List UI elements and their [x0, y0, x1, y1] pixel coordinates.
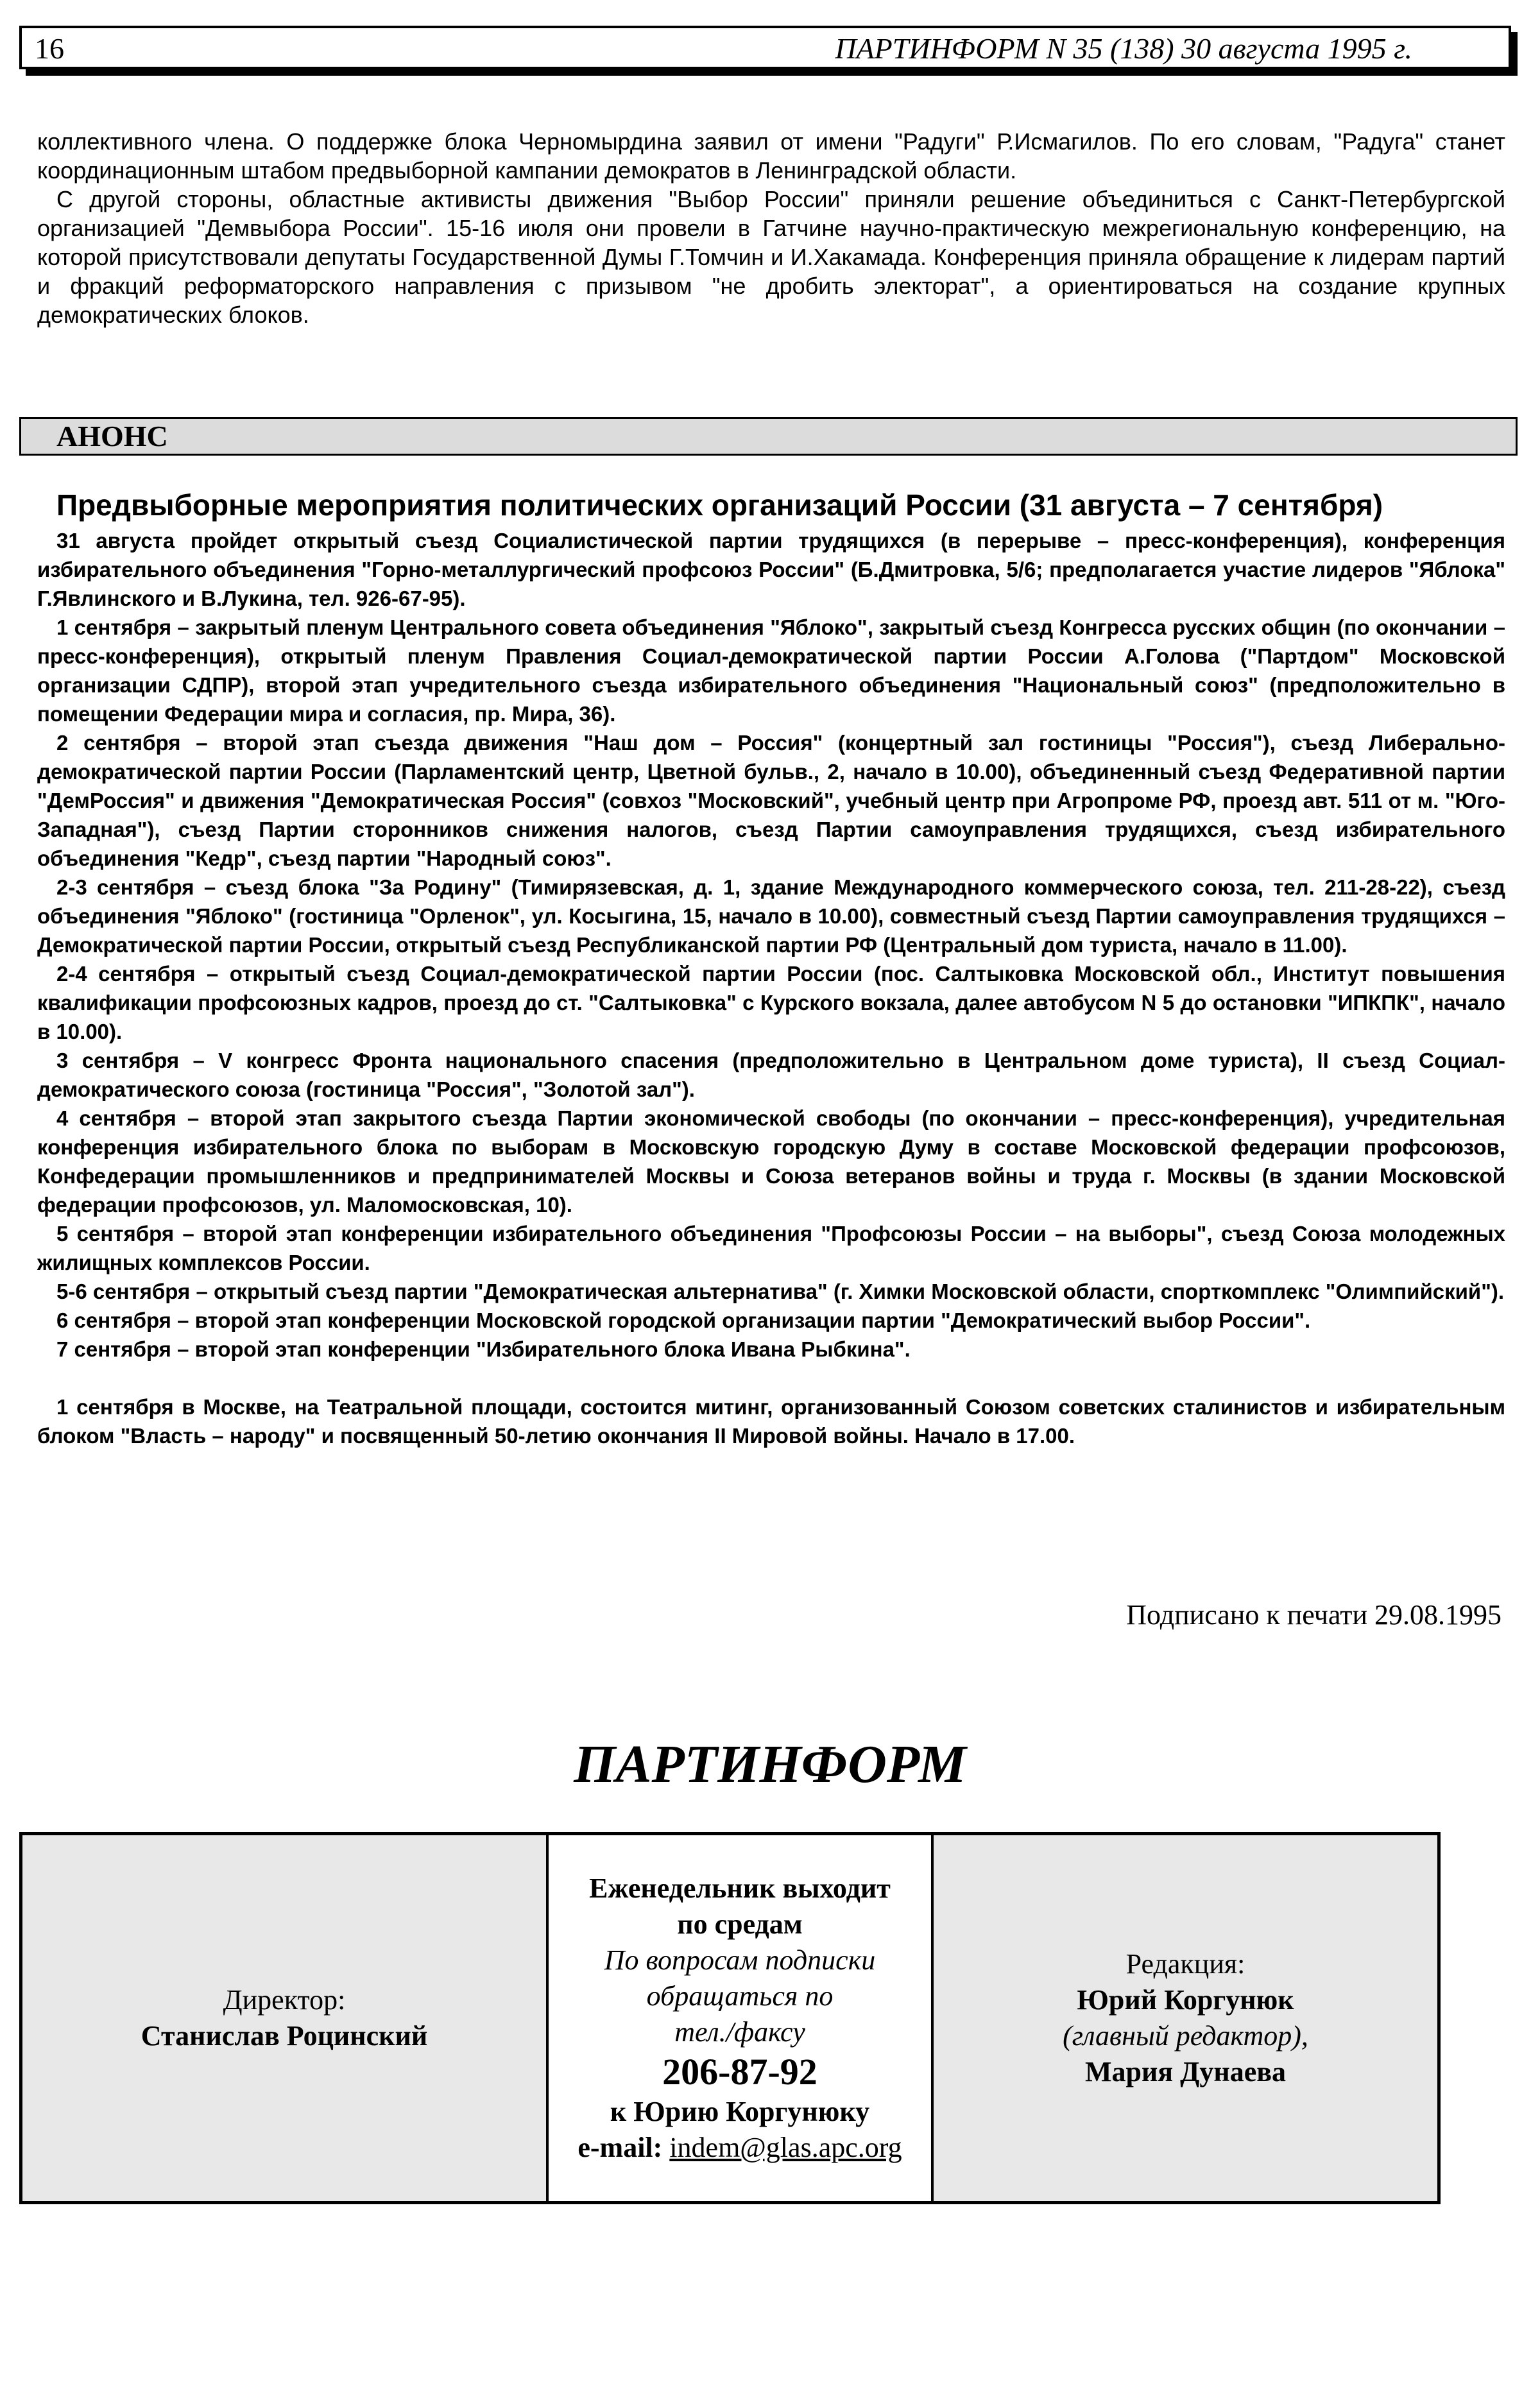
events-list	[37, 526, 1505, 1450]
imprint-box	[19, 1832, 1441, 2204]
event-item: 2-4 сентября – открытый съезд Социал-демократической партии России (пос. Салтыковка Московской обл., Институт повышения квалификации профсоюзных кадров, проезд до ст. "Салтыковка" с Курского вокзала, далее автобусом N 5 до остановки "ИПКПК", начало в 10.00).	[37, 962, 1505, 1043]
email-link[interactable]: indem@glas.apc.org	[669, 2132, 902, 2163]
weekly-line-1: Еженедельник выходит	[589, 1872, 891, 1904]
event-item: 2 сентября – второй этап съезда движения "Наш дом – Россия" (концертный зал гостиницы "Россия"), съезд Либерально-демократической партии России (Парламентский центр, Цветной бульв., 2, начало в 10.00), объединенный съезд Федеративной партии "ДемРоссия" и движения "Демократическая Россия" (совхоз "Московский", учебный центр при Агропроме РФ, проезд авт. 511 от м. "Юго-Западная"), съезд Партии сторонников снижения налогов, съезд Партии самоуправления трудящихся, съезд избирательного объединения "Кедр", съезд партии "Народный союз".	[37, 731, 1505, 870]
intro-paragraph-2: С другой стороны, областные активисты движения "Выбор России" приняли решение объединиться с Санкт-Петербургской организацией "Демвыбора России". 15-16 июля они провели в Гатчине научно-практическую межрегиональную конференцию, на которой присутствовали депутаты Государственной Думы Г.Томчин и И.Хакамада. Конференция приняла обращение к лидерам партий и фракций реформаторского направления с призывом "не дробить электорат", а ориентироваться на создание крупных демократических блоков.	[37, 186, 1505, 328]
page-number: 16	[35, 32, 64, 65]
event-item: 4 сентября – второй этап закрытого съезда Партии экономической свободы (по окончании – пресс-конференция), учредительная конференция избирательного блока по выборам в Московскую городскую Думу в составе Московской федерации профсоюзов, Конфедерации промышленников и предпринимателей Москвы и Союза ветеранов войны и труда г. Москвы (в здании Московской федерации профсоюзов, ул. Маломосковская, 10).	[37, 1106, 1505, 1217]
contact-person: к Юрию Коргунюку	[610, 2096, 870, 2127]
director-label: Директор:	[223, 1984, 346, 2016]
event-item: 5 сентября – второй этап конференции избирательного объединения "Профсоюзы России – на выборы", съезд Союза молодежных жилищных комплексов России.	[37, 1222, 1505, 1274]
masthead-title: ПАРТИНФОРМ	[574, 1735, 966, 1794]
event-item: 2-3 сентября – съезд блока "За Родину" (Тимирязевская, д. 1, здание Международного коммерческого союза, тел. 211-28-22), съезд объединения "Яблоко" (гостиница "Орленок", ул. Косыгина, 15, начало в 10.00), совместный съезд Партии самоуправления трудящихся – Демократической партии России, открытый съезд Республиканской партии РФ (Центральный дом туриста, начало в 11.00).	[37, 875, 1505, 957]
intro-paragraph-1: коллективного члена. О поддержке блока Черномырдина заявил от имени "Радуги" Р.Исмагилов. По его словам, "Радуга" станет координационным штабом предвыборной кампании демократов в Ленинградской области.	[37, 128, 1505, 184]
event-item: 7 сентября – второй этап конференции "Избирательного блока Ивана Рыбкина".	[56, 1337, 911, 1361]
intro-text	[37, 127, 1505, 329]
anons-label: АНОНС	[56, 420, 168, 452]
director-name: Станислав Роцинский	[141, 2020, 428, 2052]
editorial-cell	[934, 1835, 1437, 2201]
phone-number: 206-87-92	[662, 2051, 817, 2093]
director-cell	[22, 1835, 549, 2201]
page-header	[19, 26, 1511, 69]
issue-title: ПАРТИНФОРМ N 35 (138) 30 августа 1995 г.	[835, 32, 1412, 65]
event-item: 5-6 сентября – открытый съезд партии "Демократическая альтернатива" (г. Химки Московской области, спорткомплекс "Олимпийский").	[56, 1280, 1505, 1303]
rally-notice: 1 сентября в Москве, на Театральной площади, состоится митинг, организованный Союзом советских сталинистов и избирательным блоком "Власть – народу" и посвященный 50-летию окончания II Мировой войны. Начало в 17.00.	[37, 1395, 1505, 1448]
editor2-name: Мария Дунаева	[1084, 2056, 1287, 2087]
subscription-cell	[549, 1835, 934, 2201]
event-item: 1 сентября – закрытый пленум Центрального совета объединения "Яблоко", закрытый съезд Конгресса русских общин (по окончании – пресс-конференция), открытый пленум Правления Социал-демократической партии России А.Голова ("Партдом" Московской организации СДПР), второй этап учредительного съезда избирательного объединения "Национальный союз" (предположительно в помещении Федерации мира и согласия, пр. Мира, 36).	[37, 615, 1505, 726]
event-item: 3 сентября – V конгресс Фронта национального спасения (предположительно в Центральном доме туриста), II съезд Социал-демократического союза (гостиница "Россия", "Золотой зал").	[37, 1049, 1505, 1101]
email-line	[578, 2130, 902, 2166]
email-label: e-mail:	[578, 2132, 663, 2163]
signed-to-print: Подписано к печати 29.08.1995	[1126, 1599, 1502, 1631]
editorial-label: Редакция:	[1125, 1948, 1245, 1980]
weekly-line-2: по средам	[677, 1908, 803, 1940]
editor-role: (главный редактор),	[1063, 2020, 1308, 2052]
subscribe-line-3: тел./факсу	[674, 2016, 805, 2048]
event-item: 31 августа пройдет открытый съезд Социалистической партии трудящихся (в перерыве – пресс-конференция), конференция избирательного объединения "Горно-металлургический профсоюз России" (Б.Дмитровка, 5/6; предполагается участие лидеров "Яблока" Г.Явлинского и В.Лукина, тел. 926-67-95).	[37, 529, 1505, 610]
subscribe-line-2: обращаться по	[646, 1980, 834, 2012]
event-item: 6 сентября – второй этап конференции Московской городской организации партии "Демократический выбор России".	[56, 1308, 1311, 1332]
editor-name: Юрий Коргунюк	[1077, 1984, 1294, 2016]
anons-section-bar	[19, 417, 1518, 456]
anons-title: Предвыборные мероприятия политических организаций России (31 августа – 7 сентября)	[56, 488, 1383, 522]
subscribe-line-1: По вопросам подписки	[604, 1944, 876, 1976]
